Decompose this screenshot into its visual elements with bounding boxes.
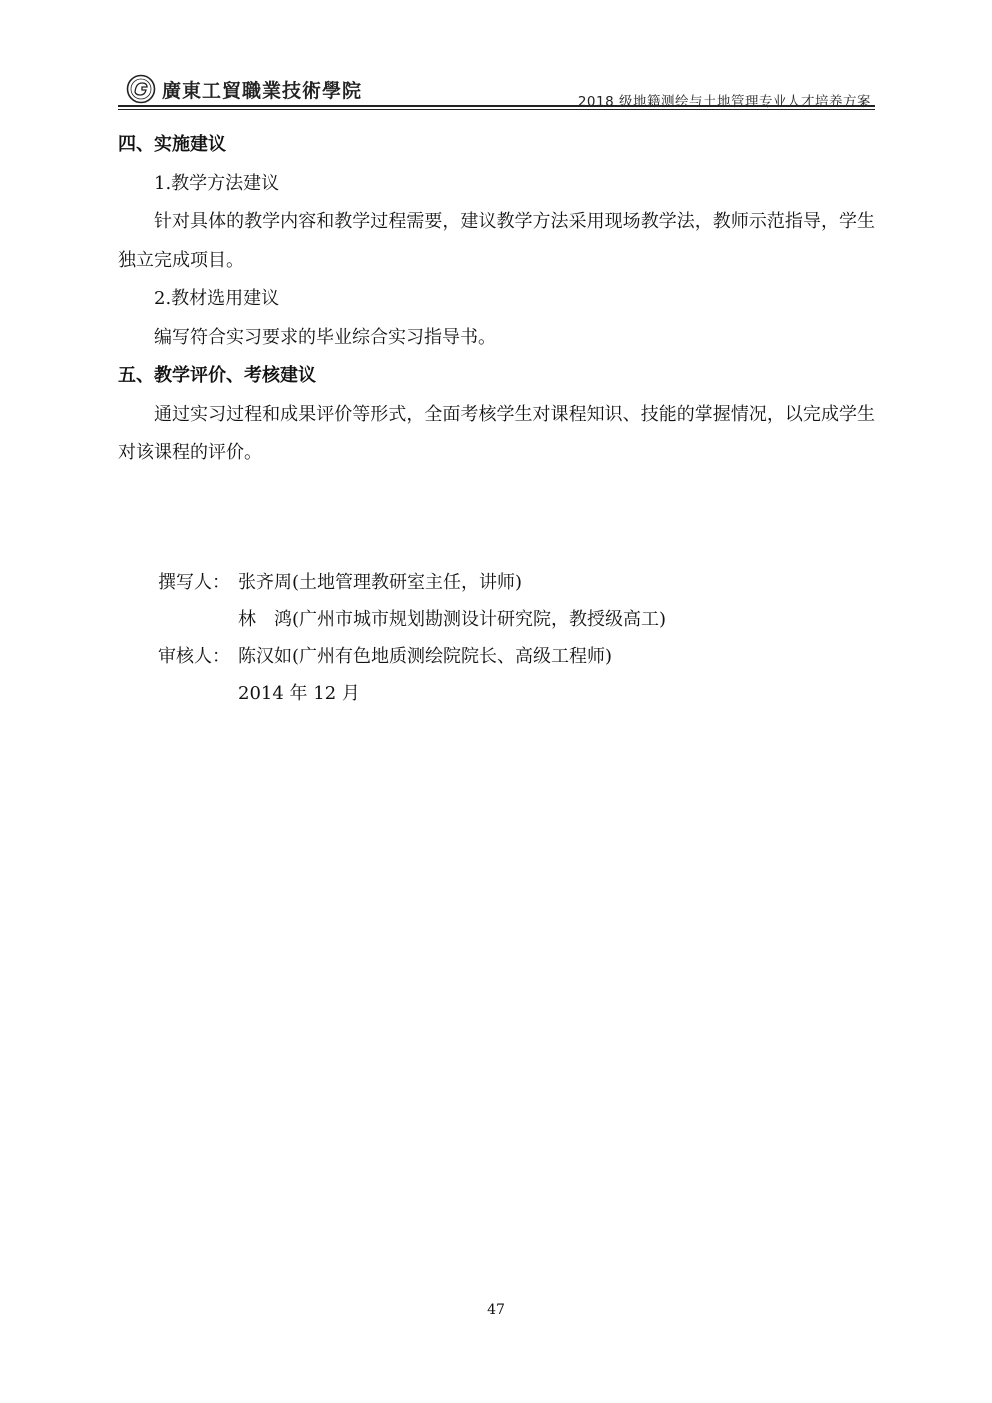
signature-date: 2014 年 12 月 — [238, 683, 360, 704]
college-logo — [126, 74, 362, 104]
header-rule-thin — [118, 109, 875, 110]
section-4-2-heading: 2.教材选用建议 — [154, 288, 280, 309]
reviewer: 陈汉如(广州有色地质测绘院院长、高级工程师) — [238, 646, 613, 667]
section-5-paragraph: 通过实习过程和成果评价等形式，全面考核学生对课程知识、技能的掌握情况，以完成学生对该课程的评价。 — [118, 403, 875, 463]
document-title: 2018 级地籍测绘与土地管理专业人才培养方案 — [577, 94, 871, 110]
section-4-1-heading: 1.教学方法建议 — [154, 172, 280, 194]
author-label: 撰写人： — [158, 572, 230, 593]
reviewer-label: 审核人： — [158, 646, 230, 667]
author-2: 林 鸿(广州市城市规划勘测设计研究院，教授级高工) — [238, 609, 667, 630]
main-content — [118, 126, 875, 473]
page-header — [118, 70, 875, 108]
section-5-heading: 五、教学评价、考核建议 — [118, 365, 316, 386]
header-rule-thick — [118, 105, 875, 107]
author-row — [118, 564, 875, 601]
section-4-1-paragraph: 针对具体的教学内容和教学过程需要，建议教学方法采用现场教学法，教师示范指导，学生独立完成项目。 — [118, 211, 875, 271]
signature-block — [118, 564, 875, 712]
college-logo-text: 廣東工貿職業技術學院 — [162, 79, 363, 102]
section-4-2-paragraph: 编写符合实习要求的毕业综合实习指导书。 — [154, 326, 496, 348]
reviewer-row — [118, 638, 875, 675]
page-number: 47 — [487, 1302, 505, 1318]
author-1: 张齐周(土地管理教研室主任，讲师) — [238, 572, 523, 593]
college-seal-icon — [126, 74, 156, 104]
section-4-heading: 四、实施建议 — [118, 134, 226, 155]
